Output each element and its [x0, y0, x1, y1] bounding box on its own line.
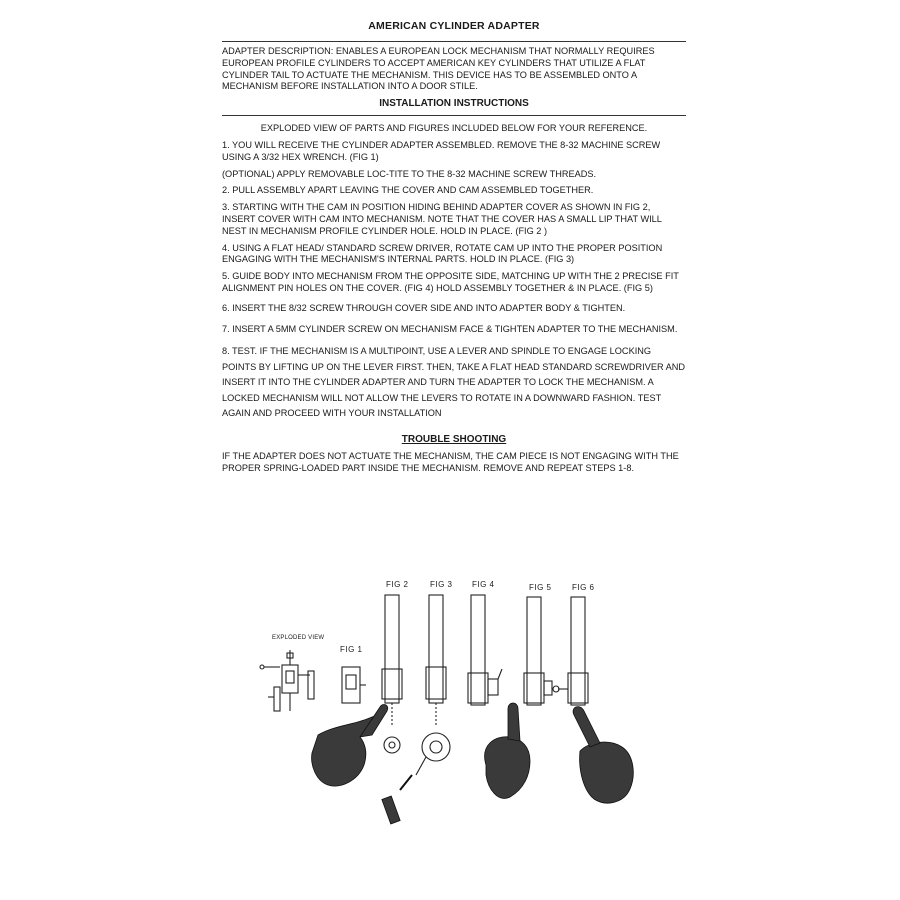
troubleshooting-text: IF THE ADAPTER DOES NOT ACTUATE THE MECHANISM, THE CAM PIECE IS NOT ENGAGING WITH THE PROPER SPRING-LOADED PART INSIDE THE MECHANISM. REMOVE AND REPEAT STEPS 1-8.	[222, 450, 679, 473]
fig4-drawing	[468, 595, 502, 705]
step-4: 4. USING A FLAT HEAD/ STANDARD SCREW DRIVER, ROTATE CAM UP INTO THE PROPER POSITION ENGAGING WITH THE MECHANISM'S INTERNAL PARTS. HOLD IN PLACE. (FIG 3)	[222, 242, 663, 265]
step-2: 2. PULL ASSEMBLY APART LEAVING THE COVER AND CAM ASSEMBLED TOGETHER.	[222, 185, 594, 196]
step-1: 1. YOU WILL RECEIVE THE CYLINDER ADAPTER ASSEMBLED. REMOVE THE 8-32 MACHINE SCREW USING A 3/32 HEX WRENCH. (FIG 1)	[222, 139, 661, 162]
step-8: 8. TEST. IF THE MECHANISM IS A MULTIPOINT, USE A LEVER AND SPINDLE TO ENGAGE LOCKING POINTS BY LIFTING UP ON THE LEVER FIRST. THEN, TAKE A FLAT HEAD STANDARD SCREWDRIVER AND INSERT IT INTO THE CYLINDER ADAPTER AND TURN THE ADAPTER TO LOCK THE MECHANISM. A LOCKED MECHANISM WILL NOT ALLOW THE LEVERS TO ROTATE IN A DOWNWARD FASHION. TEST AGAIN AND PROCEED WITH YOUR INSTALLATION	[222, 346, 686, 419]
fig1-drawing	[342, 667, 366, 703]
fig3-drawing	[416, 595, 450, 775]
adapter-description: ADAPTER DESCRIPTION: ENABLES A EUROPEAN LOCK MECHANISM THAT NORMALLY REQUIRES EUROPEAN PROFILE CYLINDERS TO ACCEPT AMERICAN KEY CYLINDERS THAT UTILIZE A FLAT CYLINDER TAIL TO ACTUATE THE MECHANISM. THIS DEVICE HAS TO BE ASSEMBLED ONTO A MECHANISM BEFORE INSTALLATION INTO A DOOR STILE.	[222, 46, 655, 92]
fig3-label: FIG 3	[430, 580, 453, 589]
step-3: 3. STARTING WITH THE CAM IN POSITION HIDING BEHIND ADAPTER COVER AS SHOWN IN FIG 2, INSERT COVER WITH CAM INTO MECHANISM. NOTE THAT THE COVER HAS A SMALL LIP THAT WILL NEST IN MECHANISM PROFILE CYLINDER HOLE. HOLD IN PLACE. (FIG 2 )	[222, 202, 662, 236]
intro-text: EXPLODED VIEW OF PARTS AND FIGURES INCLUDED BELOW FOR YOUR REFERENCE.	[260, 123, 648, 134]
instruction-document	[222, 20, 686, 474]
figures-panel	[240, 575, 680, 845]
screwdriver-fig3	[382, 775, 412, 824]
fig2-label: FIG 2	[386, 580, 409, 589]
step-6: 6. INSERT THE 8/32 SCREW THROUGH COVER SIDE AND INTO ADAPTER BODY & TIGHTEN.	[222, 302, 626, 313]
exploded-view-drawing	[260, 650, 314, 711]
fig2-drawing	[382, 595, 402, 753]
fig4-label: FIG 4	[472, 580, 495, 589]
troubleshooting-heading: TROUBLE SHOOTING	[401, 433, 507, 445]
fig6-drawing	[553, 597, 588, 705]
instructions-rule	[222, 115, 686, 116]
exploded-view-label: EXPLODED VIEW	[272, 635, 325, 641]
fig1-label: FIG 1	[340, 645, 363, 654]
hand-fig4	[485, 703, 530, 798]
fig5-label: FIG 5	[529, 583, 552, 592]
left-hand-fig2	[312, 704, 388, 786]
title-rule	[222, 41, 686, 42]
step-7: 7. INSERT A 5MM CYLINDER SCREW ON MECHANISM FACE & TIGHTEN ADAPTER TO THE MECHANISM.	[222, 323, 678, 334]
figures-drawing	[240, 575, 680, 845]
document-title: AMERICAN CYLINDER ADAPTER	[368, 20, 540, 32]
hand-fig6	[573, 707, 633, 803]
fig6-label: FIG 6	[572, 583, 595, 592]
step-optional: (OPTIONAL) APPLY REMOVABLE LOC-TITE TO THE 8-32 MACHINE SCREW THREADS.	[222, 168, 597, 179]
fig5-drawing	[524, 597, 552, 705]
instructions-heading: INSTALLATION INSTRUCTIONS	[379, 98, 529, 110]
step-5: 5. GUIDE BODY INTO MECHANISM FROM THE OPPOSITE SIDE, MATCHING UP WITH THE 2 PRECISE FIT ALIGNMENT PIN HOLES ON THE COVER. (FIG 4) HOLD ASSEMBLY TOGETHER & IN PLACE. (FIG 5)	[222, 271, 679, 293]
